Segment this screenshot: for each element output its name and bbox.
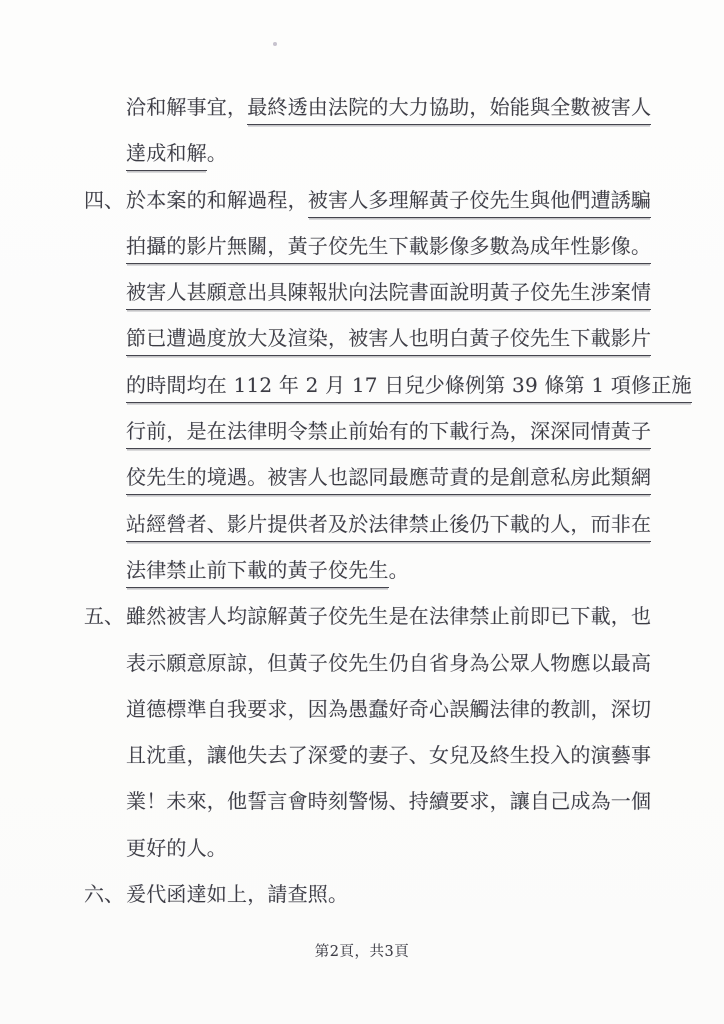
text-line [126, 640, 664, 686]
underlined-text: 站經營者、影片提供者及於法律禁止後仍下載的人，而非在 [126, 510, 651, 542]
page-number-footer [0, 940, 724, 961]
plain-text: 且沈重，讓他失去了深愛的妻子、女兒及終生投入的演藝事 [126, 743, 652, 768]
underlined-text: 法律禁止前下載的黃子佼先生 [126, 556, 389, 588]
plain-text: 爰代函達如上，請查照。 [126, 882, 349, 907]
list-item-block [84, 593, 664, 871]
text-line [126, 454, 664, 500]
underlined-text: 被害人多理解黃子佼先生與他們遭誘騙 [308, 186, 651, 218]
text-line [126, 871, 664, 917]
scan-artifact-dot [273, 42, 277, 46]
text-line [126, 130, 664, 176]
list-item-block [84, 84, 664, 177]
underlined-text: 被害人甚願意出具陳報狀向法院書面說明黃子佼先生涉案情 [126, 278, 651, 310]
plain-text: 道德標準自我要求，因為愚蠢好奇心誤觸法律的教訓，深切 [126, 696, 652, 721]
plain-text: 表示願意原諒，但黃子佼先生仍自省身為公眾人物應以最高 [126, 650, 652, 675]
underlined-text: 最終透由法院的大力協助，始能與全數被害人 [247, 93, 651, 125]
list-item-marker: 五、 [84, 604, 124, 629]
plain-text: 於本案的和解過程， [126, 187, 308, 212]
underlined-text: 拍攝的影片無關，黃子佼先生下載影像多數為成年性影像。 [126, 232, 651, 264]
text-line [126, 825, 664, 871]
text-line [126, 686, 664, 732]
text-line [126, 269, 664, 315]
document-body [84, 84, 692, 917]
text-line [126, 593, 664, 639]
plain-text: 。 [388, 557, 409, 582]
underlined-text: 節已遭過度放大及渲染，被害人也明白黃子佼先生下載影片 [126, 324, 651, 356]
underlined-text: 行前，是在法律明令禁止前始有的下載行為，深深同情黃子 [126, 417, 651, 449]
list-item-marker: 六、 [84, 882, 124, 907]
plain-text: 。 [206, 141, 228, 166]
text-line [126, 732, 664, 778]
underlined-text: 的時間均在 112 年 2 月 17 日兒少條例第 39 條第 1 項修正施 [126, 371, 692, 403]
text-line [126, 408, 664, 454]
text-line [126, 547, 664, 593]
text-line [126, 315, 664, 361]
text-line [126, 778, 664, 824]
text-line [126, 362, 692, 408]
list-item-block [84, 177, 692, 594]
text-line [126, 223, 664, 269]
text-line [126, 501, 664, 547]
text-line [126, 177, 664, 223]
list-item-block [84, 871, 664, 917]
underlined-text: 達成和解 [126, 139, 207, 171]
plain-text: 更好的人。 [126, 835, 227, 860]
list-item-marker: 四、 [84, 187, 124, 212]
plain-text: 雖然被害人均諒解黃子佼先生是在法律禁止前即已下載，也 [126, 604, 652, 629]
plain-text: 業！未來，他誓言會時刻警惕、持續要求，讓自己成為一個 [126, 789, 652, 814]
text-line [126, 84, 664, 130]
plain-text: 洽和解事宜， [126, 95, 248, 119]
underlined-text: 佼先生的境遇。被害人也認同最應苛責的是創意私房此類網 [126, 463, 651, 495]
page-number-text: 第2頁，共3頁 [314, 944, 410, 960]
